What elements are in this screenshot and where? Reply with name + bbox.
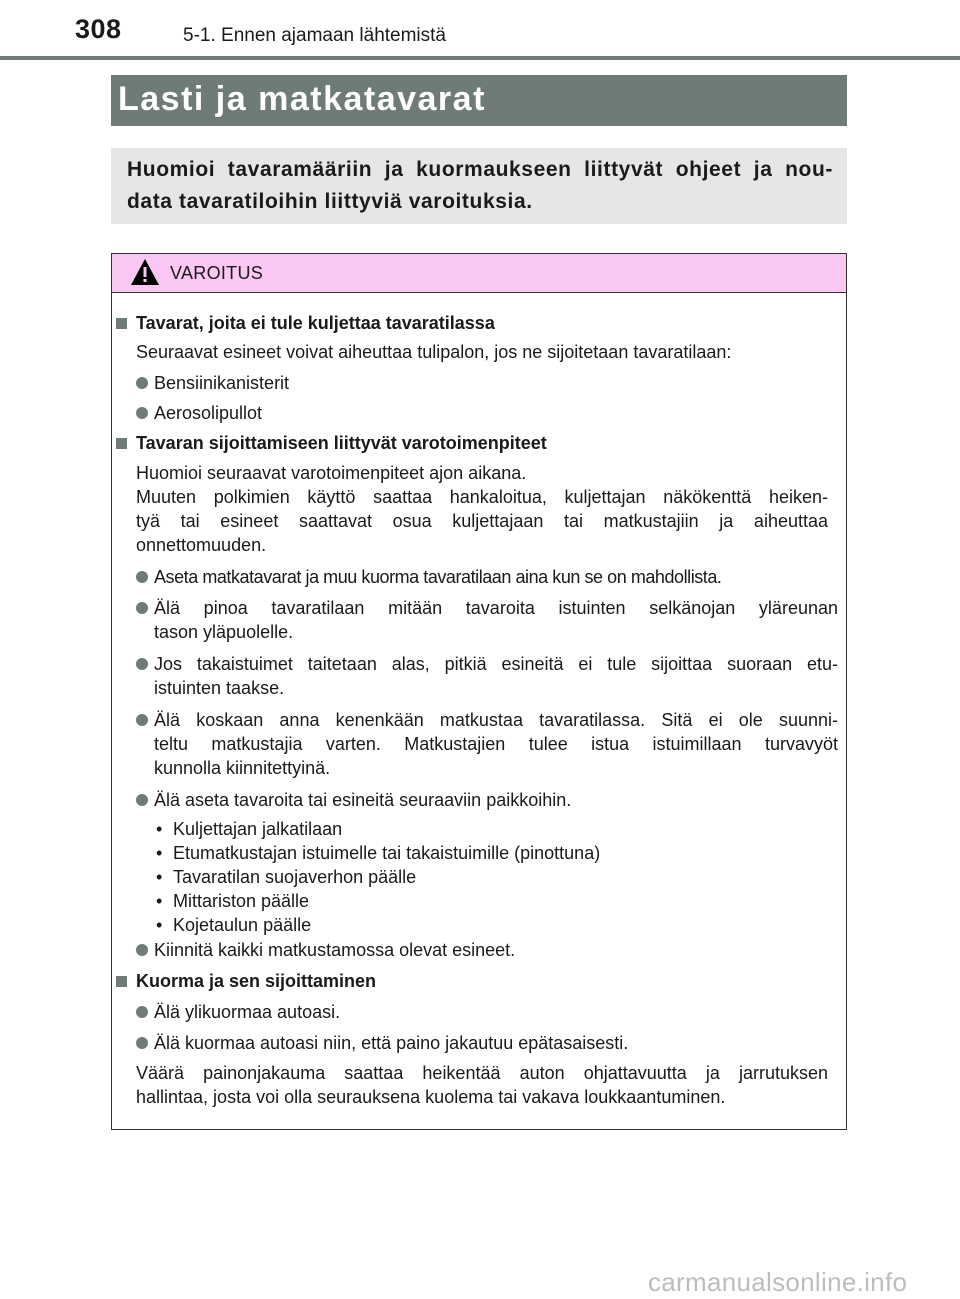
intro-text (127, 154, 833, 218)
sub-bullet-icon: • (156, 819, 163, 839)
bullet-item: Aseta matkatavarat ja muu kuorma tavaratilaan aina kun se on mahdollista. (154, 567, 722, 587)
section-text-1: Seuraavat esineet voivat aiheuttaa tulipalon, jos ne sijoitetaan tavaratilaan: (136, 342, 732, 362)
bullet-dot-icon (136, 944, 148, 956)
intro-line-2: data tavaratiloihin liittyviä varoituksia. (127, 190, 533, 213)
page-number: 308 (75, 14, 122, 44)
bullet-item: Älä kuormaa autoasi niin, että paino jakautuu epätasaisesti. (154, 1033, 629, 1053)
bullet-item-continued: istuinten taakse. (154, 678, 285, 698)
bullet-item-continued: tason yläpuolelle. (154, 622, 294, 642)
bullet-item: Älä pinoa tavaratilaan mitään tavaroita istuinten selkänojan yläreunan (154, 598, 838, 618)
bullet-item: Jos takaistuimet taitetaan alas, pitkiä esineitä ei tule sijoittaa suoraan etu- (154, 654, 838, 674)
warning-header (112, 254, 846, 293)
section-heading: 5-1. Ennen ajamaan lähtemistä (183, 25, 446, 46)
bullet-dot-icon (136, 794, 148, 806)
bullet-dot-icon (136, 407, 148, 419)
bullet-dot-icon (136, 377, 148, 389)
sub-bullet-icon: • (156, 891, 163, 911)
bullet-item: Älä koskaan anna kenenkään matkustaa tavaratilassa. Sitä ei ole suunni- (154, 710, 838, 730)
bullet-dot-icon (136, 1006, 148, 1018)
section-square-icon (116, 438, 127, 449)
bullet-item: Bensiinikanisterit (154, 373, 290, 393)
sub-item: Mittariston päälle (173, 891, 310, 911)
intro-box (111, 148, 847, 224)
bullet-dot-icon (136, 714, 148, 726)
bullet-item: Älä ylikuormaa autoasi. (154, 1002, 341, 1022)
sub-bullet-icon: • (156, 843, 163, 863)
section-heading-1: Tavarat, joita ei tule kuljettaa tavaratilassa (136, 313, 495, 333)
warning-label: VAROITUS (170, 263, 264, 283)
bullet-item-continued: teltu matkustajia varten. Matkustajien tulee istua istuimillaan turvavyöt (154, 734, 838, 754)
bullet-dot-icon (136, 658, 148, 670)
bullet-item: Älä aseta tavaroita tai esineitä seuraaviin paikkoihin. (154, 790, 572, 810)
section-heading-2: Tavaran sijoittamiseen liittyvät varotoimenpiteet (136, 433, 547, 453)
sub-item: Tavaratilan suojaverhon päälle (173, 867, 417, 887)
page-title: Lasti ja matkatavarat (118, 80, 486, 118)
section-square-icon (116, 976, 127, 987)
section-text-line: hallintaa, josta voi olla seurauksena kuolema tai vakava loukkaantuminen. (136, 1087, 726, 1107)
sub-bullet-icon: • (156, 867, 163, 887)
section-heading-3: Kuorma ja sen sijoittaminen (136, 971, 377, 991)
sub-item: Kuljettajan jalkatilaan (173, 819, 343, 839)
section-text-line: tyä tai esineet saattavat osua kuljettajaan tai matkustajiin ja aiheuttaa (136, 511, 828, 531)
header-divider (0, 56, 960, 60)
bullet-dot-icon (136, 571, 148, 583)
bullet-item: Kiinnitä kaikki matkustamossa olevat esineet. (154, 940, 516, 960)
bullet-dot-icon (136, 1037, 148, 1049)
sub-item: Kojetaulun päälle (173, 915, 312, 935)
title-bar (111, 75, 847, 126)
section-text-line: Muuten polkimien käyttö saattaa hankaloitua, kuljettajan näkökenttä heiken- (136, 487, 828, 507)
section-text-line: Huomioi seuraavat varotoimenpiteet ajon aikana. (136, 463, 527, 483)
bullet-item: Aerosolipullot (154, 403, 263, 423)
section-text-line: onnettomuuden. (136, 535, 267, 555)
section-square-icon (116, 318, 127, 329)
section-text-line: Väärä painonjakauma saattaa heikentää auton ohjattavuutta ja jarrutuksen (136, 1063, 828, 1083)
watermark: carmanualsonline.info (648, 1267, 908, 1297)
sub-bullet-icon: • (156, 915, 163, 935)
bullet-dot-icon (136, 602, 148, 614)
sub-item: Etumatkustajan istuimelle tai takaistuimille (pinottuna) (173, 843, 601, 863)
bullet-item-continued: kunnolla kiinnitettyinä. (154, 758, 331, 778)
warning-box (111, 253, 847, 1130)
intro-line-1: Huomioi tavaramääriin ja kuormaukseen liittyvät ohjeet ja nou- (127, 158, 833, 181)
warning-triangle-icon (130, 258, 160, 286)
